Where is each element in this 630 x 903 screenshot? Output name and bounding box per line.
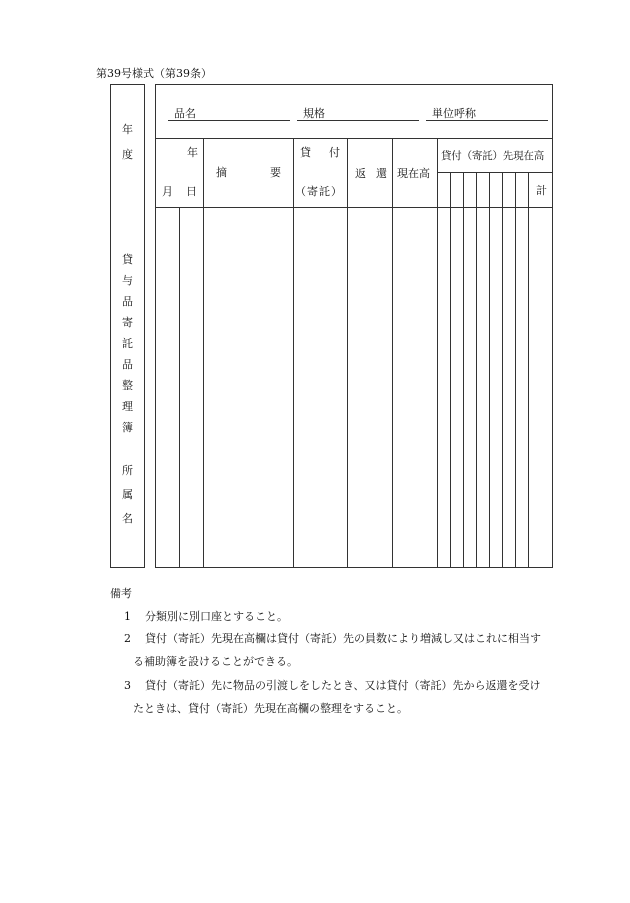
- title-char: 整: [122, 379, 133, 392]
- unit-name-underline: [426, 120, 548, 121]
- unit-name-label: 単位呼称: [432, 107, 476, 120]
- ledger-table: [155, 84, 553, 568]
- month-day-divider: [179, 207, 180, 567]
- title-char: 品: [122, 295, 133, 308]
- col-return-2: 還: [376, 167, 387, 180]
- lend-balance-sub-divider: [450, 172, 451, 567]
- lend-balance-sub-divider: [489, 172, 490, 567]
- col-lend-sub: （寄託）: [295, 185, 343, 198]
- note-number: 2: [124, 632, 131, 645]
- title-char: 理: [122, 400, 133, 413]
- balance-lend-balance-divider: [437, 138, 438, 567]
- year-char-2: 度: [122, 148, 133, 161]
- title-char: 託: [122, 337, 133, 350]
- title-char: 与: [122, 274, 133, 287]
- lend-balance-subline: [438, 172, 552, 173]
- col-day: 日: [186, 185, 197, 198]
- lend-balance-sub-divider: [476, 172, 477, 567]
- header-bottom-line: [156, 207, 552, 208]
- return-balance-divider: [392, 138, 393, 567]
- note-text-continued: る補助簿を設けることができる。: [133, 655, 298, 668]
- notes-title: 備考: [110, 587, 132, 600]
- summary-lend-divider: [293, 138, 294, 567]
- col-total: 計: [536, 184, 547, 197]
- col-month: 月: [162, 185, 173, 198]
- col-lend-balance-title: 貸付（寄託）先現在高: [441, 150, 544, 162]
- spec-underline: [297, 120, 419, 121]
- title-char: 寄: [122, 316, 133, 329]
- note-text-continued: たときは、貸付（寄託）先現在高欄の整理をすること。: [133, 702, 408, 715]
- note-number: 1: [124, 610, 131, 623]
- col-summary-1: 摘: [216, 166, 227, 179]
- spec-label: 規格: [303, 107, 325, 120]
- affiliation-char: 所: [122, 464, 133, 477]
- note-text: 貸付（寄託）先現在高欄は貸付（寄託）先の員数により増減し又はこれに相当す: [145, 632, 541, 645]
- date-summary-divider: [203, 138, 204, 567]
- header-top-line: [156, 138, 552, 139]
- lend-return-divider: [347, 138, 348, 567]
- form-number: 第39号様式（第39条）: [96, 67, 212, 80]
- title-char: 品: [122, 358, 133, 371]
- note-text: 貸付（寄託）先に物品の引渡しをしたとき、又は貸付（寄託）先から返還を受け: [145, 679, 541, 692]
- lend-balance-sub-divider: [502, 172, 503, 567]
- year-char-1: 年: [122, 123, 133, 136]
- col-return-1: 返: [355, 167, 366, 180]
- item-name-label: 品名: [174, 107, 196, 120]
- col-lend-2: 付: [329, 146, 340, 159]
- lend-balance-sub-divider: [515, 172, 516, 567]
- affiliation-char: 名: [122, 512, 133, 525]
- item-name-underline: [168, 120, 290, 121]
- title-char: 簿: [122, 421, 133, 434]
- lend-balance-sub-divider: [463, 172, 464, 567]
- note-text: 分類別に別口座とすること。: [145, 610, 288, 623]
- affiliation-char: 属: [122, 488, 133, 501]
- note-number: 3: [124, 679, 131, 692]
- left-column-box: [110, 84, 145, 568]
- title-char: 貸: [122, 253, 133, 266]
- col-summary-2: 要: [270, 166, 281, 179]
- col-balance: 現在高: [397, 167, 430, 180]
- lend-balance-sub-divider: [528, 172, 529, 567]
- col-year: 年: [187, 146, 198, 159]
- col-lend-1: 貸: [300, 146, 311, 159]
